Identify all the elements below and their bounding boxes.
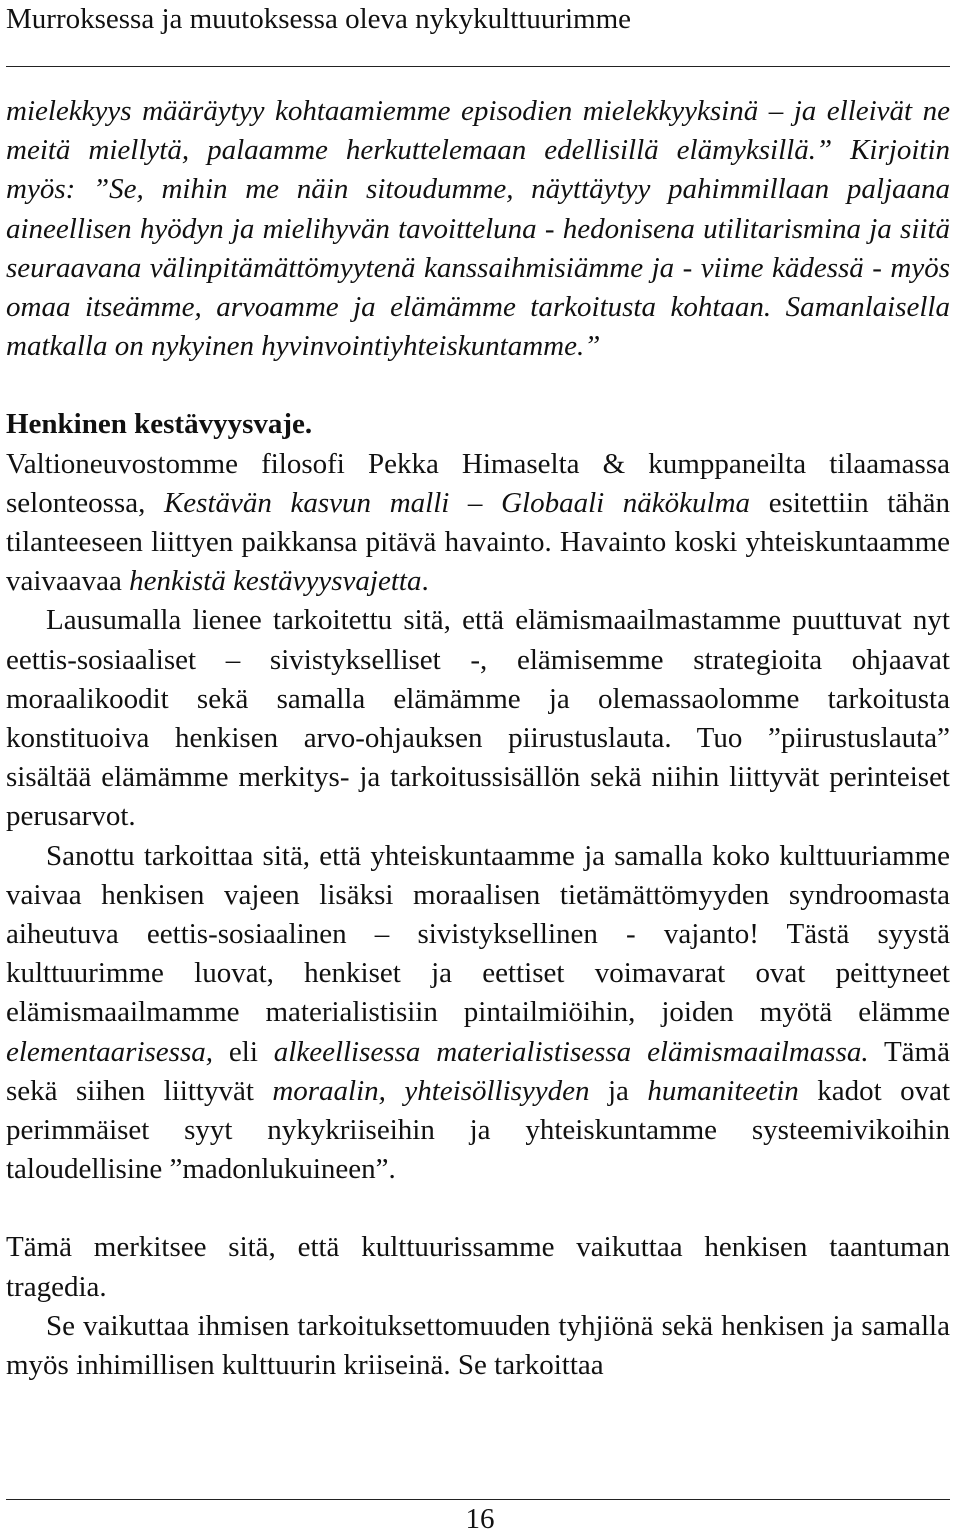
paragraph-3-text-c: Tämä sekä siihen liittyvät (6, 1035, 950, 1107)
block-quote (6, 92, 950, 366)
paragraph-1-text-b: esitettiin tähän tilanteeseen liittyen paikkansa pitävä havainto. Havainto koski yhteiskuntaamme vaivaavaa (6, 486, 950, 598)
paragraph-3-text-e: kadot ovat perimmäiset syyt nykykriiseihin ja yhteiskuntamme systeemivikoihin taloudellisine ”madonlukuineen”. (6, 1074, 951, 1186)
paragraph-3-text-a: Sanottu tarkoittaa sitä, että yhteiskuntaamme ja samalla koko kulttuuriamme vaivaa henkisen vajeen lisäksi moraalisen tietämättömyyden syndroomasta aiheutuva eettis-sosiaalinen – sivistyksellinen - vajanto! Tästä syystä kulttuurimme luovat, henkiset ja eettiset voimavarat ovat peittyneet elämismaailmamme materialistisiin pintailmiöihin, joiden myötä elämme (6, 839, 950, 1029)
paragraph-3-italic-3: moraalin, yhteisöllisyyden (272, 1074, 590, 1107)
page-number: 16 (465, 1503, 495, 1535)
paragraph-3-text-b: eli (213, 1035, 274, 1068)
footer-rule (6, 1499, 950, 1500)
report-title-italic: Kestävän kasvun malli – Globaali näkökulma (163, 486, 751, 519)
running-header-title: Murroksessa ja muutoksessa oleva nykykulttuurimme (6, 3, 632, 35)
section-heading: Henkinen kestävyysvaje. (6, 408, 313, 441)
page-body (6, 92, 950, 1385)
quote-paragraph: mielekkyys määräytyy kohtaamiemme episodien mielekkyyksinä – ja elleivät ne meitä miellytä, palaamme herkuttelemaan edellisillä elämyksillä.” Kirjoitin myös: ”Se, mihin me näin sitoudumme, näyttäytyy pahimmillaan paljaana aineellisen hyödyn ja mielihyvän tavoitteluna - hedonisena utilitarismina ja siitä seuraavana välinpitämättömyytenä kanssaihmisiämme ja - viime kädessä - myös omaa itseämme, arvoamme ja elämämme tarkoitusta kohtaan. Samanlaisella matkalla on nykyinen hyvinvointiyhteiskuntamme.” (6, 95, 950, 363)
paragraph-2: Lausumalla lienee tarkoitettu sitä, että elämismaailmastamme puuttuvat nyt eettis-sosiaaliset – sivistykselliset -, elämisemme strategioita ohjaavat moraalikoodit sekä samalla elämämme ja olemassaolomme tarkoitusta konstituoiva henkisen arvo-ohjauksen piirustuslauta. Tuo ”piirustuslauta” sisältää elämämme merkitys- ja tarkoitussisällön sekä niihin liittyvät perinteiset perusarvot. (6, 604, 950, 833)
paragraph-4: Tämä merkitsee sitä, että kulttuurissamme vaikuttaa henkisen taantuman tragedia. (6, 1231, 950, 1303)
paragraph-3-italic-4: humaniteetin (647, 1074, 799, 1107)
paragraph-5: Se vaikuttaa ihmisen tarkoituksettomuuden tyhjiönä sekä henkisen ja samalla myös inhimillisen kulttuurin kriiseinä. Se tarkoittaa (6, 1309, 950, 1382)
header-rule (6, 66, 950, 67)
paragraph-1-text-c: . (421, 565, 429, 598)
paragraph-1 (6, 445, 950, 602)
paragraph-1-italic-term: henkistä kestävyysvajetta (129, 565, 422, 598)
paragraph-3-italic-2: alkeellisessa materialistisessa elämismaailmassa. (273, 1035, 869, 1068)
paragraph-3-text-d: ja (589, 1074, 648, 1107)
paragraph-1-text-a: Valtioneuvostomme filosofi Pekka Himaselta & kumppaneilta tilaamassa selonteossa, (6, 447, 950, 519)
paragraph-3-italic-1: elementaarisessa, (6, 1035, 213, 1068)
paragraph-3 (6, 837, 950, 1190)
